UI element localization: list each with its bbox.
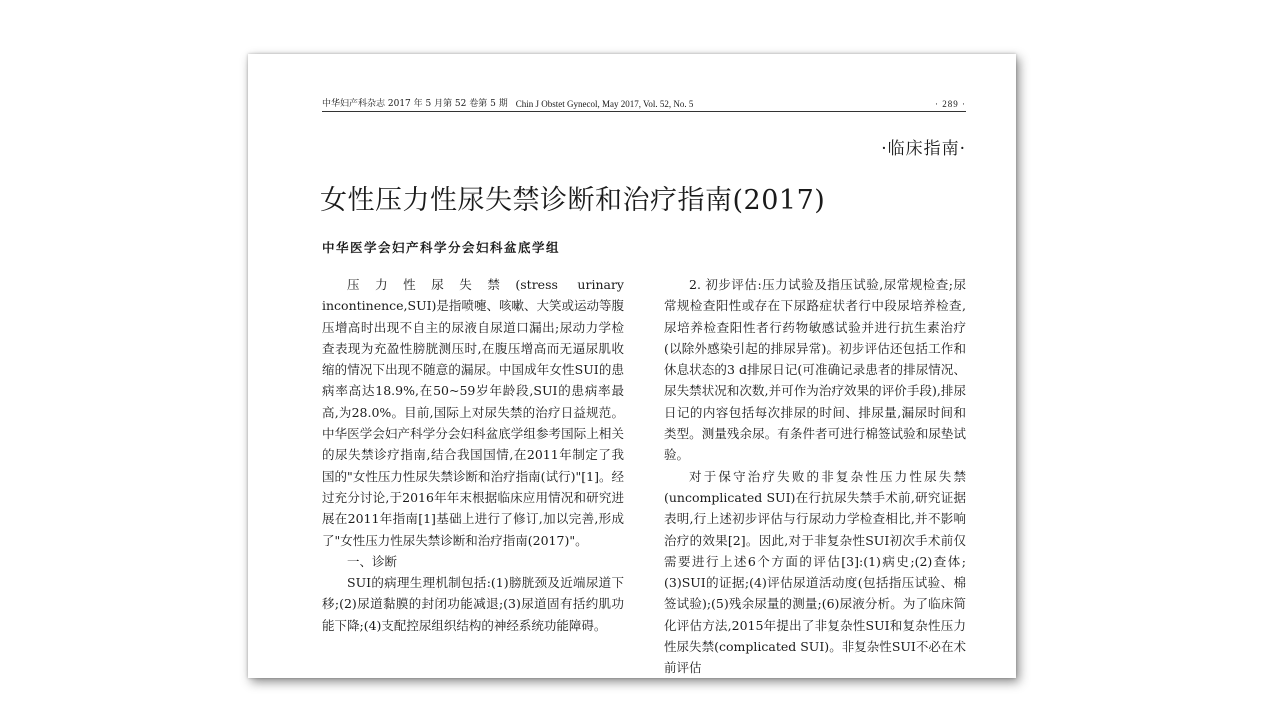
- running-header: [322, 98, 966, 112]
- page-number: · 289 ·: [935, 99, 966, 109]
- section-heading-diagnosis: 一、诊断: [347, 553, 398, 569]
- article-authors: 中华医学会妇产科学分会妇科盆底学组: [322, 240, 561, 255]
- document-page: [248, 54, 1016, 678]
- right-column: [664, 274, 966, 678]
- paragraph-pathophysiology: SUI的病理生理机制包括:(1)膀胱颈及近端尿道下移;(2)尿道黏膜的封闭功能减退;(3)尿道固有括约肌功能下降;(4)支配控尿组织结构的神经系统功能障碍。: [322, 575, 624, 633]
- paragraph-intro: 压力性尿失禁(stress urinary incontinence,SUI)是指喷嚏、咳嗽、大笑或运动等腹压增高时出现不自主的尿液自尿道口漏出;尿动力学检查表现为充盈性膀胱测压时,在腹压增高而无逼尿肌收缩的情况下出现不随意的漏尿。中国成年女性SUI的患病率高达18.9%,在50~59岁年龄段,SUI的患病率最高,为28.0%。目前,国际上对尿失禁的治疗日益规范。中华医学会妇产科学分会妇科盆底学组参考国际上相关的尿失禁诊疗指南,结合我国国情,在2011年制定了我国的"女性压力性尿失禁诊断和治疗指南(试行)"[1]。经过充分讨论,于2016年年末根据临床应用情况和研究进展在2011年指南[1]基础上进行了修订,加以完善,形成了"女性压力性尿失禁诊断和治疗指南(2017)"。: [322, 277, 624, 548]
- journal-citation-cn: 中华妇产科杂志 2017 年 5 月第 52 卷第 5 期: [322, 99, 508, 109]
- left-column: [322, 274, 624, 636]
- article-title: 女性压力性尿失禁诊断和治疗指南(2017): [320, 185, 826, 216]
- paragraph-uncomplicated-sui: 对于保守治疗失败的非复杂性压力性尿失禁(uncomplicated SUI)在行抗尿失禁手术前,研究证据表明,行上述初步评估与行尿动力学检查相比,并不影响治疗的效果[2]。因此,对于非复杂性SUI初次手术前仅需要进行上述6个方面的评估[3]:(1)病史;(2)查体;(3)SUI的证据;(4)评估尿道活动度(包括指压试验、棉签试验);(5)残余尿量的测量;(6)尿液分析。为了临床简化评估方法,2015年提出了非复杂性SUI和复杂性压力性尿失禁(complicated SUI)。非复杂性SUI不必在术前评估: [664, 468, 966, 676]
- journal-citation-en: Chin J Obstet Gynecol, May 2017, Vol. 52, No. 5: [515, 99, 694, 109]
- section-tag: ·临床指南·: [881, 139, 966, 159]
- paragraph-initial-evaluation: 2. 初步评估:压力试验及指压试验,尿常规检查;尿常规检查阳性或存在下尿路症状者行中段尿培养检查,尿培养检查阳性者行药物敏感试验并进行抗生素治疗(以除外感染引起的排尿异常)。初步评估还包括工作和休息状态的3 d排尿日记(可准确记录患者的排尿情况、尿失禁状况和次数,并可作为治疗效果的评价手段),排尿日记的内容包括每次排尿的时间、排尿量,漏尿时间和类型。测量残余尿。有条件者可进行棉签试验和尿垫试验。: [664, 277, 966, 463]
- journal-citation: [322, 98, 693, 110]
